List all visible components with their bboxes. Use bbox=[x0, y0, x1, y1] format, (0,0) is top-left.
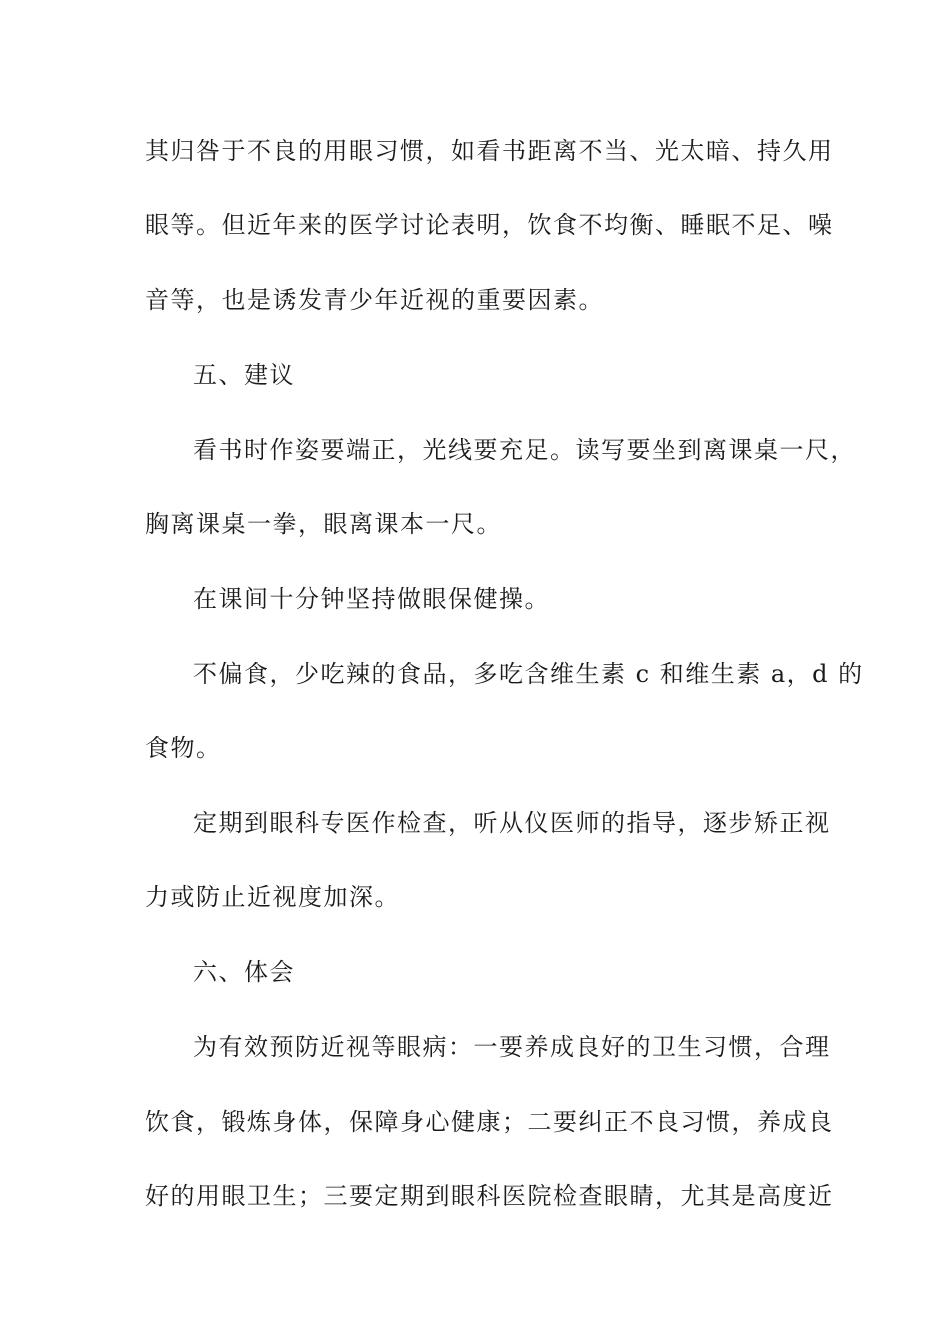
paragraph-line-6: 胸离课桌一拳，眼离课本一尺。 bbox=[145, 510, 502, 538]
paragraph-line-15: 好的用眼卫生；三要定期到眼科医院检查眼睛，尤其是高度近 bbox=[145, 1182, 834, 1210]
paragraph-line-8: 不偏食，少吃辣的食品，多吃含维生素 c 和维生素 a，d 的 bbox=[193, 660, 864, 688]
paragraph-line-2: 眼等。但近年来的医学讨论表明，饮食不均衡、睡眠不足、噪 bbox=[145, 211, 834, 239]
paragraph-line-3: 音等，也是诱发青少年近视的重要因素。 bbox=[145, 286, 604, 314]
paragraph-line-7: 在课间十分钟坚持做眼保健操。 bbox=[193, 585, 550, 613]
paragraph-line-5: 看书时作姿要端正，光线要充足。读写要坐到离课桌一尺， bbox=[193, 436, 856, 464]
paragraph-line-1: 其归咎于不良的用眼习惯，如看书距离不当、光太暗、持久用 bbox=[145, 137, 834, 165]
paragraph-line-11: 力或防止近视度加深。 bbox=[145, 883, 400, 911]
section-heading-reflection: 六、体会 bbox=[193, 958, 295, 986]
paragraph-line-9: 食物。 bbox=[145, 734, 222, 762]
paragraph-line-13: 为有效预防近视等眼病：一要养成良好的卫生习惯，合理 bbox=[193, 1033, 831, 1061]
paragraph-line-14: 饮食，锻炼身体，保障身心健康；二要纠正不良习惯，养成良 bbox=[145, 1108, 834, 1136]
paragraph-line-10: 定期到眼科专医作检查，听从仪医师的指导，逐步矫正视 bbox=[193, 809, 831, 837]
section-heading-suggestions: 五、建议 bbox=[193, 361, 295, 389]
